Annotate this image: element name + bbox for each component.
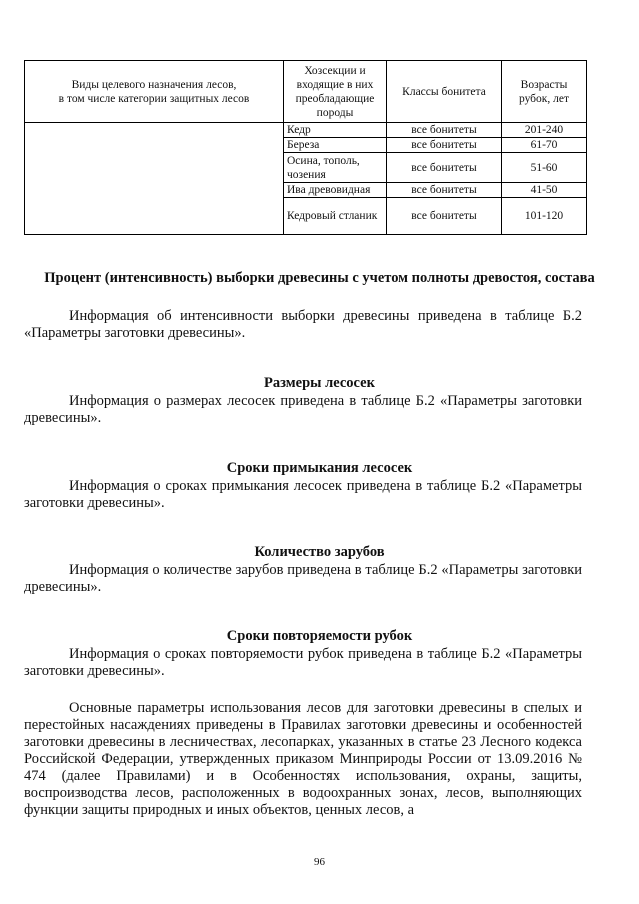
section-heading-sizes: Размеры лесосек [264,375,375,391]
section-text-intensity: Информация об интенсивности выборки древесины приведена в таблице Б.2 «Параметры заготовки древесины». [24,308,582,341]
species-cell: Ива древовидная [284,183,387,198]
header-age: Возрасты рубок, лет [502,61,587,123]
section-heading-intensity: Процент (интенсивность) выборки древесины с учетом полноты древостоя, состава [44,270,595,286]
header-bonitet: Классы бонитета [387,61,502,123]
section-text-repeat: Информация о сроках повторяемости рубок приведена в таблице Б.2 «Параметры заготовки древесины». [24,646,582,679]
section-text-adjacency: Информация о сроках примыкания лесосек приведена в таблице Б.2 «Параметры заготовки древесины». [24,478,582,511]
section-heading-repeat: Сроки повторяемости рубок [226,628,413,644]
species-cell: Кедровый стланик [284,198,387,235]
page-number: 96 [314,856,325,868]
table-header-row [25,61,587,123]
header-forest-purpose: Виды целевого назначения лесов, в том числе категории защитных лесов [25,61,284,123]
main-paragraph: Основные параметры использования лесов для заготовки древесины в спелых и перестойных насаждениях приведены в Правилах заготовки древесины и особенностей заготовки древесины в лесничествах, лесопарках, указанных в статье 23 Лесного кодекса Российской Федерации, утвержденных приказом Минприроды России от 13.09.2016 № 474 (далее Правилами) и в Особенностях использования, охраны, защиты, воспроизводства лесов, расположенных в водоохранных зонах, лесов, выполняющих функции защиты природных и иных объектов, ценных лесов, а [24,700,582,818]
species-cell: Кедр [284,123,387,138]
section-heading-cuts: Количество зарубов [254,544,385,560]
age-cell: 41-50 [502,183,587,198]
species-cell: Осина, тополь, чозения [284,153,387,183]
section-heading-adjacency: Сроки примыкания лесосек [226,460,413,476]
bonitet-cell: все бонитеты [387,153,502,183]
bonitet-cell: все бонитеты [387,138,502,153]
species-cell: Береза [284,138,387,153]
bonitet-cell: все бонитеты [387,183,502,198]
age-cell: 101-120 [502,198,587,235]
age-cell: 201-240 [502,123,587,138]
bonitet-cell: все бонитеты [387,198,502,235]
section-text-cuts: Информация о количестве зарубов приведена в таблице Б.2 «Параметры заготовки древесины». [24,562,582,595]
table-row [25,123,587,138]
age-cell: 51-60 [502,153,587,183]
forest-purpose-cell [25,123,284,235]
cutting-age-table [24,60,587,235]
bonitet-cell: все бонитеты [387,123,502,138]
header-species: Хозсекции и входящие в них преобладающие породы [284,61,387,123]
section-text-sizes: Информация о размерах лесосек приведена в таблице Б.2 «Параметры заготовки древесины». [24,393,582,426]
age-cell: 61-70 [502,138,587,153]
